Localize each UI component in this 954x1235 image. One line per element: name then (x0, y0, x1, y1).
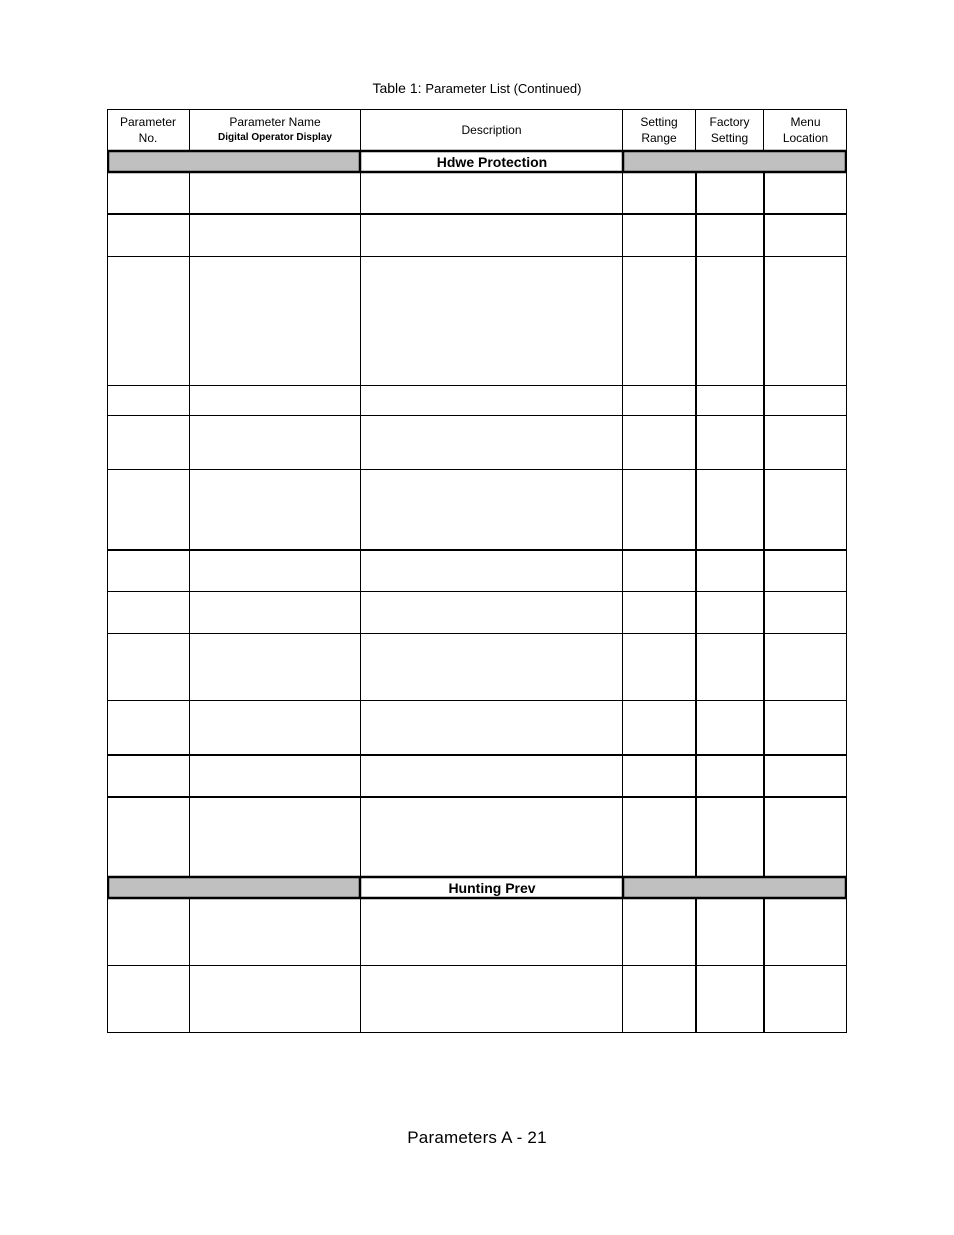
header-factory-setting (696, 109, 763, 151)
band-fill-left-1 (108, 151, 360, 171)
section-title-hunting-prev: Hunting Prev (448, 879, 536, 896)
header-menu-location-line1: Menu (790, 115, 821, 129)
header-factory-setting-line2: Setting (710, 131, 749, 145)
band-fill-right-1 (623, 151, 846, 171)
header-parameter-no-line1: Parameter (119, 115, 177, 129)
page-footer: Parameters A - 21 (407, 1128, 547, 1147)
header-factory-setting-line1: Factory (709, 115, 750, 129)
header-description (361, 109, 622, 151)
header-setting-range (623, 109, 695, 151)
header-parameter-no-line2: No. (138, 131, 158, 145)
header-parameter-no (107, 109, 189, 151)
caption-prefix: Table 1: (372, 80, 422, 96)
header-setting-range-line2: Range (641, 131, 677, 145)
section-title-hdwe-protection: Hdwe Protection (436, 153, 548, 170)
header-parameter-name-title: Parameter Name (229, 115, 321, 129)
parameter-table (107, 109, 847, 1033)
table-caption (0, 80, 954, 96)
band-fill-left-2 (108, 877, 360, 897)
header-menu-location-line2: Location (782, 131, 829, 145)
header-setting-range-line1: Setting (640, 115, 678, 129)
header-description-label: Description (461, 123, 522, 137)
caption-text: Parameter List (Continued) (425, 81, 582, 96)
band-fill-right-2 (623, 877, 846, 897)
header-parameter-name (190, 109, 360, 151)
header-parameter-name-sub: Digital Operator Display (218, 132, 332, 143)
header-menu-location (764, 109, 847, 151)
